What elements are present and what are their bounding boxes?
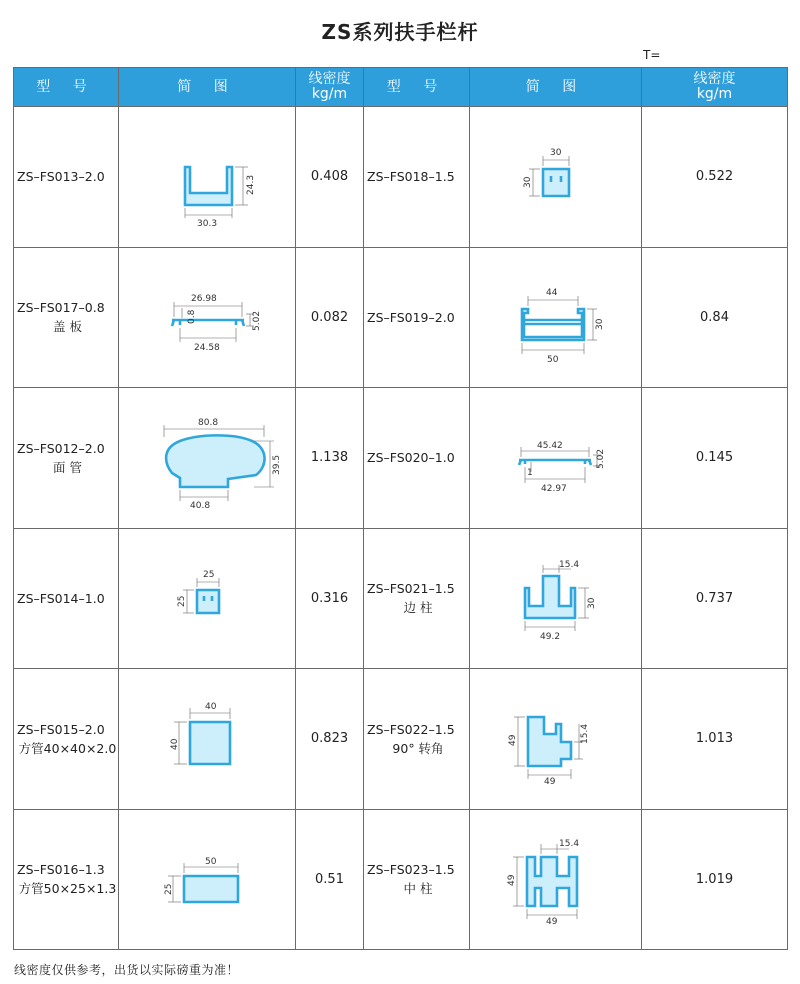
profile-fs017-diagram xyxy=(122,262,292,372)
profile-fs023-diagram xyxy=(471,824,641,934)
dim-label: 49 xyxy=(543,776,555,787)
dim-label: 30 xyxy=(586,597,597,610)
table-row xyxy=(14,528,788,669)
table-row xyxy=(14,809,788,950)
dim-label: 40 xyxy=(205,701,217,712)
dim-label: 25 xyxy=(164,883,174,896)
dim-label: 25 xyxy=(177,595,187,608)
dim-label: 40.8 xyxy=(190,500,211,511)
profile-fs018-diagram xyxy=(471,122,641,232)
model-cell: ZS–FS015–2.0 方管40×40×2.0 xyxy=(14,669,119,810)
profile-fs013-diagram xyxy=(122,122,292,232)
header-density: 线密度 kg/m xyxy=(642,68,788,107)
dim-label: 25 xyxy=(203,570,215,581)
dim-label: 49 xyxy=(506,874,517,887)
figure-cell xyxy=(119,388,296,529)
dim-label: 5.02 xyxy=(595,448,606,469)
dim-label: 15.4 xyxy=(579,723,590,744)
dim-label: 49.2 xyxy=(539,632,560,643)
profile-fs021-diagram xyxy=(471,543,641,653)
profile-fs015-shape xyxy=(190,722,230,764)
model-cell: ZS–FS014–1.0 xyxy=(14,528,119,669)
density-cell: 0.408 xyxy=(296,107,364,248)
dim-label: 15.4 xyxy=(558,839,579,850)
table-row xyxy=(14,247,788,388)
dim-label: 30 xyxy=(522,176,533,188)
dim-label: 24.3 xyxy=(246,174,256,195)
profile-fs015-diagram xyxy=(122,684,292,794)
header-model: 型 号 xyxy=(364,68,470,107)
table-row xyxy=(14,669,788,810)
dim-label: 24.58 xyxy=(194,343,220,354)
model-cell: ZS–FS021–1.5 边 柱 xyxy=(364,528,470,669)
figure-cell xyxy=(470,669,642,810)
page-title: ZS系列扶手栏杆 xyxy=(321,20,479,44)
profile-fs022-diagram xyxy=(471,684,641,794)
model-cell: ZS–FS020–1.0 xyxy=(364,388,470,529)
profile-fs018-shape xyxy=(543,169,569,196)
dim-label: 42.97 xyxy=(540,483,567,494)
density-cell: 0.737 xyxy=(642,528,788,669)
model-cell: ZS–FS016–1.3 方管50×25×1.3 xyxy=(14,809,119,950)
profile-fs023-shape xyxy=(527,857,577,906)
dim-label: 15.4 xyxy=(558,560,579,571)
profile-fs012-diagram xyxy=(122,403,292,513)
thickness-note: T= xyxy=(643,48,661,62)
model-cell: ZS–FS022–1.5 90° 转角 xyxy=(364,669,470,810)
density-cell: 0.082 xyxy=(296,247,364,388)
dim-label: 30 xyxy=(549,147,561,158)
profile-fs016-diagram xyxy=(122,824,292,934)
figure-cell xyxy=(470,528,642,669)
dim-label: 1 xyxy=(526,467,533,478)
density-cell: 0.316 xyxy=(296,528,364,669)
table-row xyxy=(14,107,788,248)
figure-cell xyxy=(119,107,296,248)
profile-fs019-diagram xyxy=(471,262,641,372)
figure-cell xyxy=(470,107,642,248)
model-cell: ZS–FS018–1.5 xyxy=(364,107,470,248)
header-figure: 简 图 xyxy=(119,68,296,107)
dim-label: 39.5 xyxy=(272,454,282,475)
model-cell: ZS–FS012–2.0 面 管 xyxy=(14,388,119,529)
table-header-row xyxy=(14,68,788,107)
dim-label: 80.8 xyxy=(198,417,219,428)
density-cell: 0.84 xyxy=(642,247,788,388)
profile-fs022-shape xyxy=(528,717,571,766)
model-cell: ZS–FS013–2.0 xyxy=(14,107,119,248)
profile-fs014-diagram xyxy=(122,543,292,653)
profile-fs020-diagram xyxy=(471,403,641,513)
figure-cell xyxy=(119,809,296,950)
profile-fs014-shape xyxy=(197,590,219,613)
dim-label: 26.98 xyxy=(191,294,217,305)
density-cell: 1.013 xyxy=(642,669,788,810)
profile-fs016-shape xyxy=(184,876,238,902)
model-cell: ZS–FS019–2.0 xyxy=(364,247,470,388)
figure-cell xyxy=(119,669,296,810)
dim-label: 44 xyxy=(545,288,557,299)
figure-cell xyxy=(470,247,642,388)
density-cell: 0.823 xyxy=(296,669,364,810)
dim-label: 45.42 xyxy=(536,440,563,451)
footnote: 线密度仅供参考，出货以实际磅重为准！ xyxy=(14,963,240,977)
profile-fs013-shape xyxy=(185,167,232,205)
dim-label: 50 xyxy=(546,355,558,366)
profile-fs021-shape xyxy=(525,576,575,618)
model-cell: ZS–FS017–0.8 盖 板 xyxy=(14,247,119,388)
dim-label: 5.02 xyxy=(252,311,262,332)
dim-label: 50 xyxy=(205,857,217,868)
density-cell: 1.138 xyxy=(296,388,364,529)
model-cell: ZS–FS023–1.5 中 柱 xyxy=(364,809,470,950)
header-model: 型 号 xyxy=(14,68,119,107)
figure-cell xyxy=(470,388,642,529)
figure-cell xyxy=(470,809,642,950)
figure-cell xyxy=(119,528,296,669)
dim-label: 49 xyxy=(507,734,518,746)
density-cell: 0.51 xyxy=(296,809,364,950)
header-density: 线密度 kg/m xyxy=(296,68,364,107)
header-figure: 简 图 xyxy=(470,68,642,107)
density-cell: 0.522 xyxy=(642,107,788,248)
dim-label: 40 xyxy=(170,738,180,750)
table-row xyxy=(14,388,788,529)
density-cell: 1.019 xyxy=(642,809,788,950)
profile-fs012-shape xyxy=(166,435,264,487)
profile-spec-table xyxy=(13,67,788,950)
dim-label: 30.3 xyxy=(197,218,218,229)
dim-label: 49 xyxy=(545,917,557,928)
dim-label: 30 xyxy=(594,318,605,331)
density-cell: 0.145 xyxy=(642,388,788,529)
dim-label: 0.8 xyxy=(187,309,197,325)
figure-cell xyxy=(119,247,296,388)
